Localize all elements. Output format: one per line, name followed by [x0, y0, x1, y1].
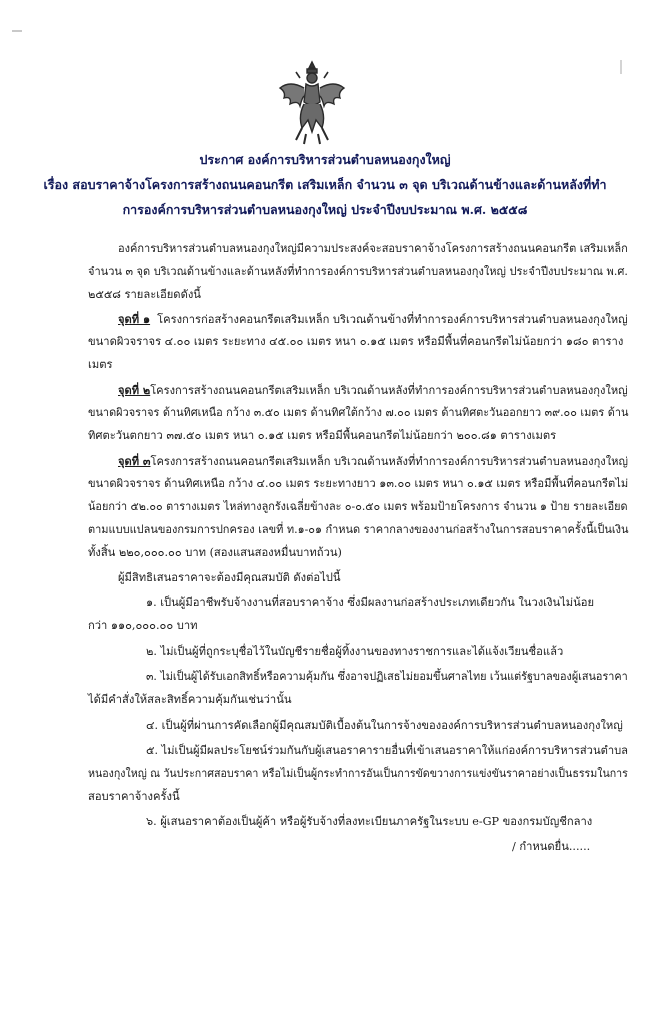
point-2-label: จุดที่ ๒ — [118, 383, 151, 397]
point-3-line-5: ทั้งสิ้น ๒๒๐,๐๐๐.๐๐ บาท (สองแสนสองหมื่นบาทถ้วน) — [88, 546, 342, 559]
intro-line-3: ๒๕๕๘ รายละเอียดดังนี้ — [88, 288, 201, 301]
intro-line-1: องค์การบริหารส่วนตำบลหนองกุงใหญ่มีความประสงค์จะสอบราคาจ้างโครงการสร้างถนนคอนกรีต เสริมเหล็ก — [118, 242, 628, 255]
intro-line-2: จำนวน ๓ จุด บริเวณด้านข้างและด้านหลังที่ทำการองค์การบริหารส่วนตำบลหนองกุงใหญ่ ประจำปีงบประมาณ พ.ศ. — [88, 265, 628, 278]
point-3-line-2: ขนาดผิวจราจร ด้านทิศเหนือ กว้าง ๔.๐๐ เมตร ระยะทางยาว ๑๓.๐๐ เมตร หนา ๐.๑๕ เมตร หรือมีพื้นที่คอนกรีตไม่ — [88, 477, 629, 490]
point-3-line-1 — [118, 452, 628, 471]
subject-line: เรื่อง สอบราคาจ้างโครงการสร้างถนนคอนกรีต เสริมเหล็ก จำนวน ๓ จุด บริเวณด้านข้างและด้านหลังที่ทำ — [43, 177, 607, 192]
point-3-line-4: ตามแบบแปลนของกรมการปกครอง เลขที่ ท.๑-๐๑ กำหนด ราคากลางของงานก่อสร้างในการสอบราคาครั้งนี้เป็นเงิน — [88, 523, 629, 536]
point-1-line-3: เมตร — [88, 358, 113, 371]
qualification-4: ๔. เป็นผู้ที่ผ่านการคัดเลือกผู้มีคุณสมบัติเบื้องต้นในการจ้างขององค์การบริหารส่วนตำบลหนองกุงใหญ่ — [146, 719, 623, 732]
point-2-line-1 — [118, 381, 628, 400]
qualification-1-line-1: ๑. เป็นผู้มีอาชีพรับจ้างงานที่สอบราคาจ้าง ซึ่งมีผลงานก่อสร้างประเภทเดียวกัน ในวงเงินไม่น้อย — [146, 596, 595, 609]
scan-mark — [620, 60, 622, 74]
point-1-line-1 — [118, 310, 628, 329]
subject-line-continued: การองค์การบริหารส่วนตำบลหนองกุงใหญ่ ประจำปีงบประมาณ พ.ศ. ๒๕๕๘ — [122, 202, 528, 217]
qualification-6: ๖. ผู้เสนอราคาต้องเป็นผู้ค้า หรือผู้รับจ้างที่ลงทะเบียนภาครัฐในระบบ e-GP ของกรมบัญชีกลาง — [146, 815, 593, 828]
point-3-label: จุดที่ ๓ — [118, 454, 151, 468]
qualification-5-line-2: หนองกุงใหญ่ ณ วันประกาศสอบราคา หรือไม่เป็นผู้กระทำการอันเป็นการขัดขวางการแข่งขันราคาอย่างเป็นธรรมในการ — [88, 767, 628, 780]
qualification-5-line-3: สอบราคาจ้างครั้งนี้ — [88, 790, 180, 803]
point-2-text: โครงการสร้างถนนคอนกรีตเสริมเหล็ก บริเวณด้านหลังที่ทำการองค์การบริหารส่วนตำบลหนองกุงใหญ่ — [150, 384, 628, 397]
garuda-emblem — [276, 58, 348, 146]
scan-mark — [12, 30, 22, 32]
point-1-label: จุดที่ ๑ — [118, 312, 151, 326]
document-title: ประกาศ องค์การบริหารส่วนตำบลหนองกุงใหญ่ — [199, 152, 451, 167]
qualifications-heading: ผู้มีสิทธิเสนอราคาจะต้องมีคุณสมบัติ ดังต่อไปนี้ — [118, 571, 341, 584]
point-3-line-3: น้อยกว่า ๕๒.๐๐ ตารางเมตร ไหล่ทางลูกรังเฉลี่ยข้างละ ๐-๐.๕๐ เมตร พร้อมป้ายโครงการ จำนวน ๑ ป้าย รายละเอียด — [88, 500, 628, 513]
point-1-line-2: ขนาดผิวจราจร ๔.๐๐ เมตร ระยะทาง ๔๕.๐๐ เมตร หนา ๐.๑๕ เมตร หรือมีพื้นที่คอนกรีตไม่น้อยกว่า ๑๘๐ ตาราง — [88, 335, 624, 348]
point-2-line-2: ขนาดผิวจราจร ด้านทิศเหนือ กว้าง ๓.๕๐ เมตร ด้านทิศใต้กว้าง ๗.๐๐ เมตร ด้านทิศตะวันออกยาว ๓๙.๐๐ เมตร ด้าน — [88, 406, 629, 419]
qualification-1-line-2: กว่า ๑๑๐,๐๐๐.๐๐ บาท — [88, 619, 198, 632]
point-3-text: โครงการสร้างถนนคอนกรีตเสริมเหล็ก บริเวณด้านหลังที่ทำการองค์การบริหารส่วนตำบลหนองกุงใหญ่ — [150, 455, 628, 468]
qualification-5-line-1: ๕. ไม่เป็นผู้มีผลประโยชน์ร่วมกันกับผู้เสนอราคารายอื่นที่เข้าเสนอราคาให้แก่องค์การบริหารส่วนตำบล — [146, 744, 629, 757]
point-2-line-3: ทิศตะวันตกยาว ๓๗.๕๐ เมตร หนา ๐.๑๕ เมตร หรือมีพื้นคอนกรีตไม่น้อยกว่า ๒๐๐.๘๑ ตารางเมตร — [88, 429, 557, 442]
qualification-2: ๒. ไม่เป็นผู้ที่ถูกระบุชื่อไว้ในบัญชีรายชื่อผู้ทิ้งงานของทางราชการและได้แจ้งเวียนชื่อแล้ว — [146, 645, 564, 658]
qualification-3-line-1: ๓. ไม่เป็นผู้ได้รับเอกสิทธิ์หรือความคุ้มกัน ซึ่งอาจปฏิเสธไม่ยอมขึ้นศาลไทย เว้นแต่รัฐบาลของผู้เสนอราคา — [146, 670, 628, 683]
point-1-text: โครงการก่อสร้างคอนกรีตเสริมเหล็ก บริเวณด้านข้างที่ทำการองค์การบริหารส่วนตำบลหนองกุงใหญ่ — [157, 313, 628, 326]
qualification-3-line-2: ได้มีคำสั่งให้สละสิทธิ์ความคุ้มกันเช่นว่านั้น — [88, 693, 292, 706]
continuation-note: / กำหนดยื่น...... — [512, 840, 591, 853]
